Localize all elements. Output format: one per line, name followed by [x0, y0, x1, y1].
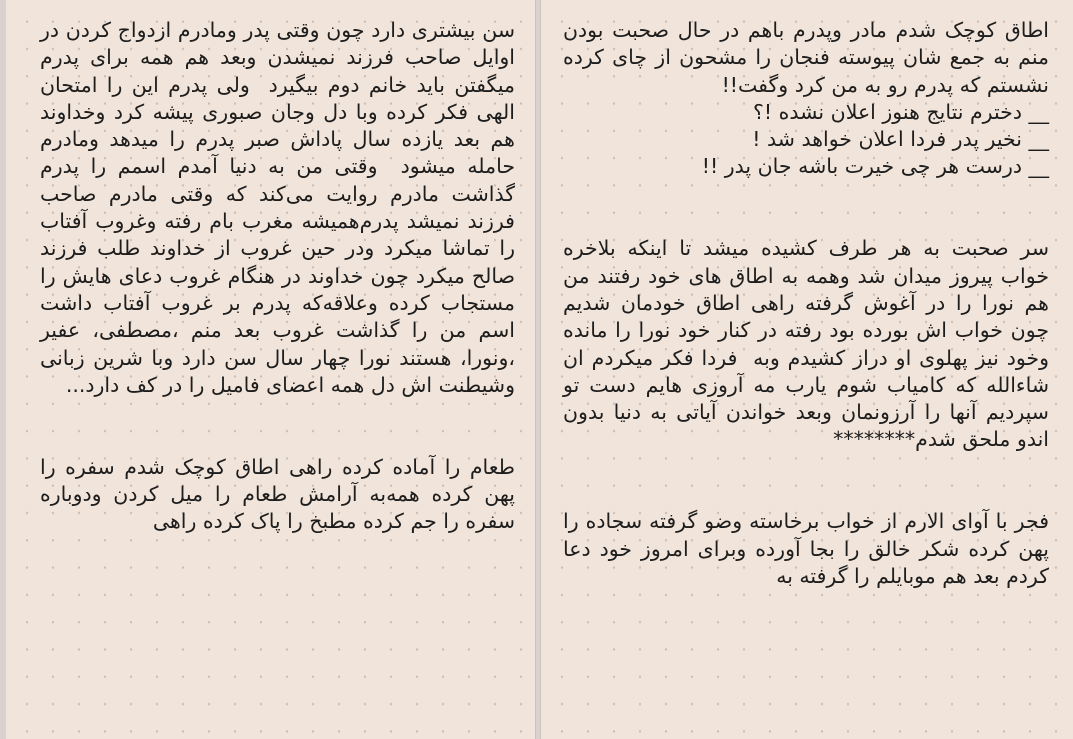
dialogue-line-2: __ نخیر پدر فردا اعلان خواهد شد ! — [752, 127, 1049, 152]
right-page-text — [541, 0, 1073, 590]
paragraph-gap — [563, 181, 1049, 236]
paragraph-gap — [40, 399, 515, 454]
paragraph-gap — [563, 454, 1049, 509]
left-page — [6, 0, 536, 739]
right-paragraph-3: فجر با آوای الارم از خواب برخاسته وضو گرفته سجاده را پهن کرده شکر خالق را بجا آورده وبرای امروز خود دعا کردم بعد هم موبایلم را گرفته به — [556, 509, 1049, 588]
left-page-text — [6, 0, 535, 536]
dialogue-line-3: __ درست هر چی خیرت باشه جان پدر !! — [701, 154, 1049, 179]
right-paragraph-1: اطاق کوچک شدم مادر وپدرم باهم در حال صحبت بودن منم به جمع شان پیوسته فنجان را مشحون از چای کرده نشستم که پدرم رو به من کرد وگفت!! — [556, 18, 1049, 97]
left-paragraph-2: طعام را آماده کرده راهی اطاق کوچک شدم سفره را پهن کرده همه‌به آرامش طعام را میل کردن ودوباره سفره را جم کرده مطبخ را پاک کرده راهی — [33, 454, 515, 534]
left-paragraph-1: سن بیشتری دارد چون وقتی پدر ومادرم ازدواج کردن در اوایل صاحب فرزند نمیشدن وبعد هم همه برای پدرم میگفتن باید خانم دوم بیگیرد ولی پدرم این را امتحان الهی فکر کرده وبا دل وجان صبوری پیشه کرد وخداوند هم بعد یازده سال پاداش صبر پدرم را میدهد ومادرم حامله میشود وقتی من به دنیا آمدم اسمم را پدرم گذاشت مادرم روایت می‌کند که وقتی مادرم صاحب فرزند نمیشد پدرم‌همیشه مغرب بام رفته وغروب آفتاب را تماشا میکرد ودر حین غروب از خداوند طلب فرزند صالح میکرد چون خداوند در هنگام غروب دعای هایش را مستجاب کرده وعلاقه‌که پدرم بر غروب آفتاب داشت اسم من را گذاشت غروب بعد منم ،مصطفی، عفیر ،ونورا، هستند نورا چهار سال سن دارد وبا شرین زبانی وشیطنت اش دل همه اعضای فامیل را در کف دارد... — [33, 18, 516, 397]
right-paragraph-2: سر صحبت به هر طرف کشیده میشد تا اینکه بلاخره خواب پیروز میدان شد وهمه به اطاق های خود رفتند من هم نورا را در آغوش گرفته راهی اطاق خودمان شدیم چون خواب اش بورده بود رفته در کنار خود نورا را مانده وخود نیز پهلوی او دراز کشیدم وبه فردا فکر میکردم ان شاءالله که کامیاب شوم یارب مه آروزی هایم دست تو سپردیم آنها را آرزونمان وبعد خواندن آیاتی به دنیا بدون اندو ملحق شدم******** — [556, 236, 1049, 452]
right-page — [540, 0, 1073, 739]
dialogue-line-1: __ دخترم نتایج هنوز اعلان نشده !؟ — [753, 99, 1049, 124]
